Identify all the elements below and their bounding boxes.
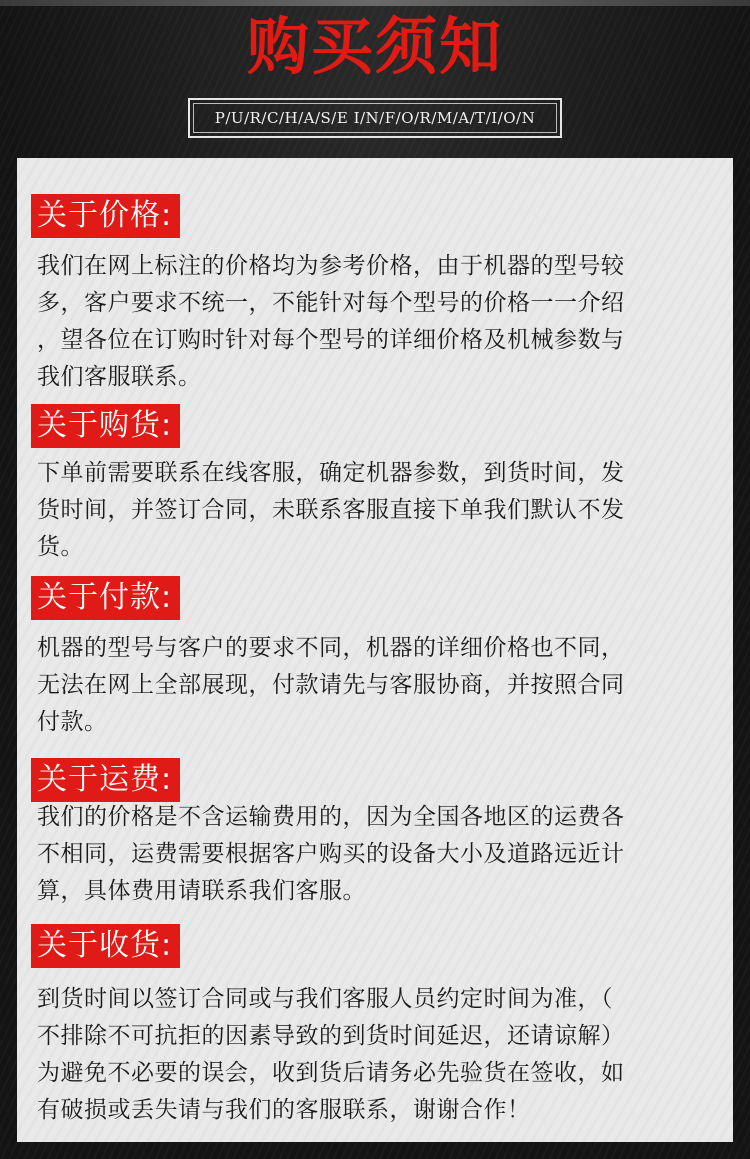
- text-line: 我们客服联系。: [37, 364, 202, 390]
- text-line: 有破损或丢失请与我们的客服联系，谢谢合作！: [37, 1097, 531, 1123]
- section-heading-receipt: 关于收货:: [31, 924, 180, 968]
- text-line: 不相同，运费需要根据客户购买的设备大小及道路远近计: [37, 841, 625, 867]
- text-line: 我们的价格是不含运输费用的，因为全国各地区的运费各: [37, 804, 625, 830]
- section-body-shipping: [37, 799, 713, 910]
- text-line: 货。: [37, 534, 84, 560]
- text-line: 下单前需要联系在线客服，确定机器参数，到货时间，发: [37, 460, 625, 486]
- text-line: 不排除不可抗拒的因素导致的到货时间延迟，还请谅解）: [37, 1023, 625, 1049]
- top-decor-strip: [0, 0, 750, 6]
- text-line: ，望各位在订购时针对每个型号的详细价格及机械参数与: [37, 327, 625, 353]
- text-line: 货时间，并签订合同，未联系客服直接下单我们默认不发: [37, 497, 625, 523]
- section-body-price: [37, 248, 713, 396]
- section-heading-purchase: 关于购货:: [31, 404, 180, 448]
- section-body-purchase: [37, 455, 713, 566]
- text-line: 为避免不必要的误会，收到货后请务必先验货在签收，如: [37, 1060, 625, 1086]
- text-line: 多，客户要求不统一，不能针对每个型号的价格一一介绍: [37, 290, 625, 316]
- section-heading-price: 关于价格:: [31, 194, 180, 238]
- subtitle-text: P/U/R/C/H/A/S/E I/N/F/O/R/M/A/T/I/O/N: [214, 109, 536, 127]
- info-panel: [17, 158, 733, 1142]
- text-line: 算，具体费用请联系我们客服。: [37, 878, 366, 904]
- section-body-receipt: [37, 981, 713, 1129]
- text-line: 到货时间以签订合同或与我们客服人员约定时间为准，（: [37, 986, 613, 1012]
- text-line: 机器的型号与客户的要求不同，机器的详细价格也不同，: [37, 635, 625, 661]
- text-line: 无法在网上全部展现，付款请先与客服协商，并按照合同: [37, 672, 625, 698]
- text-line: 我们在网上标注的价格均为参考价格，由于机器的型号较: [37, 253, 625, 279]
- section-heading-shipping: 关于运费:: [31, 758, 180, 802]
- subtitle-box: [188, 98, 562, 138]
- section-heading-payment: 关于付款:: [31, 576, 180, 620]
- page-title: 购买须知: [246, 10, 503, 83]
- text-line: 付款。: [37, 709, 108, 735]
- section-body-payment: [37, 630, 713, 741]
